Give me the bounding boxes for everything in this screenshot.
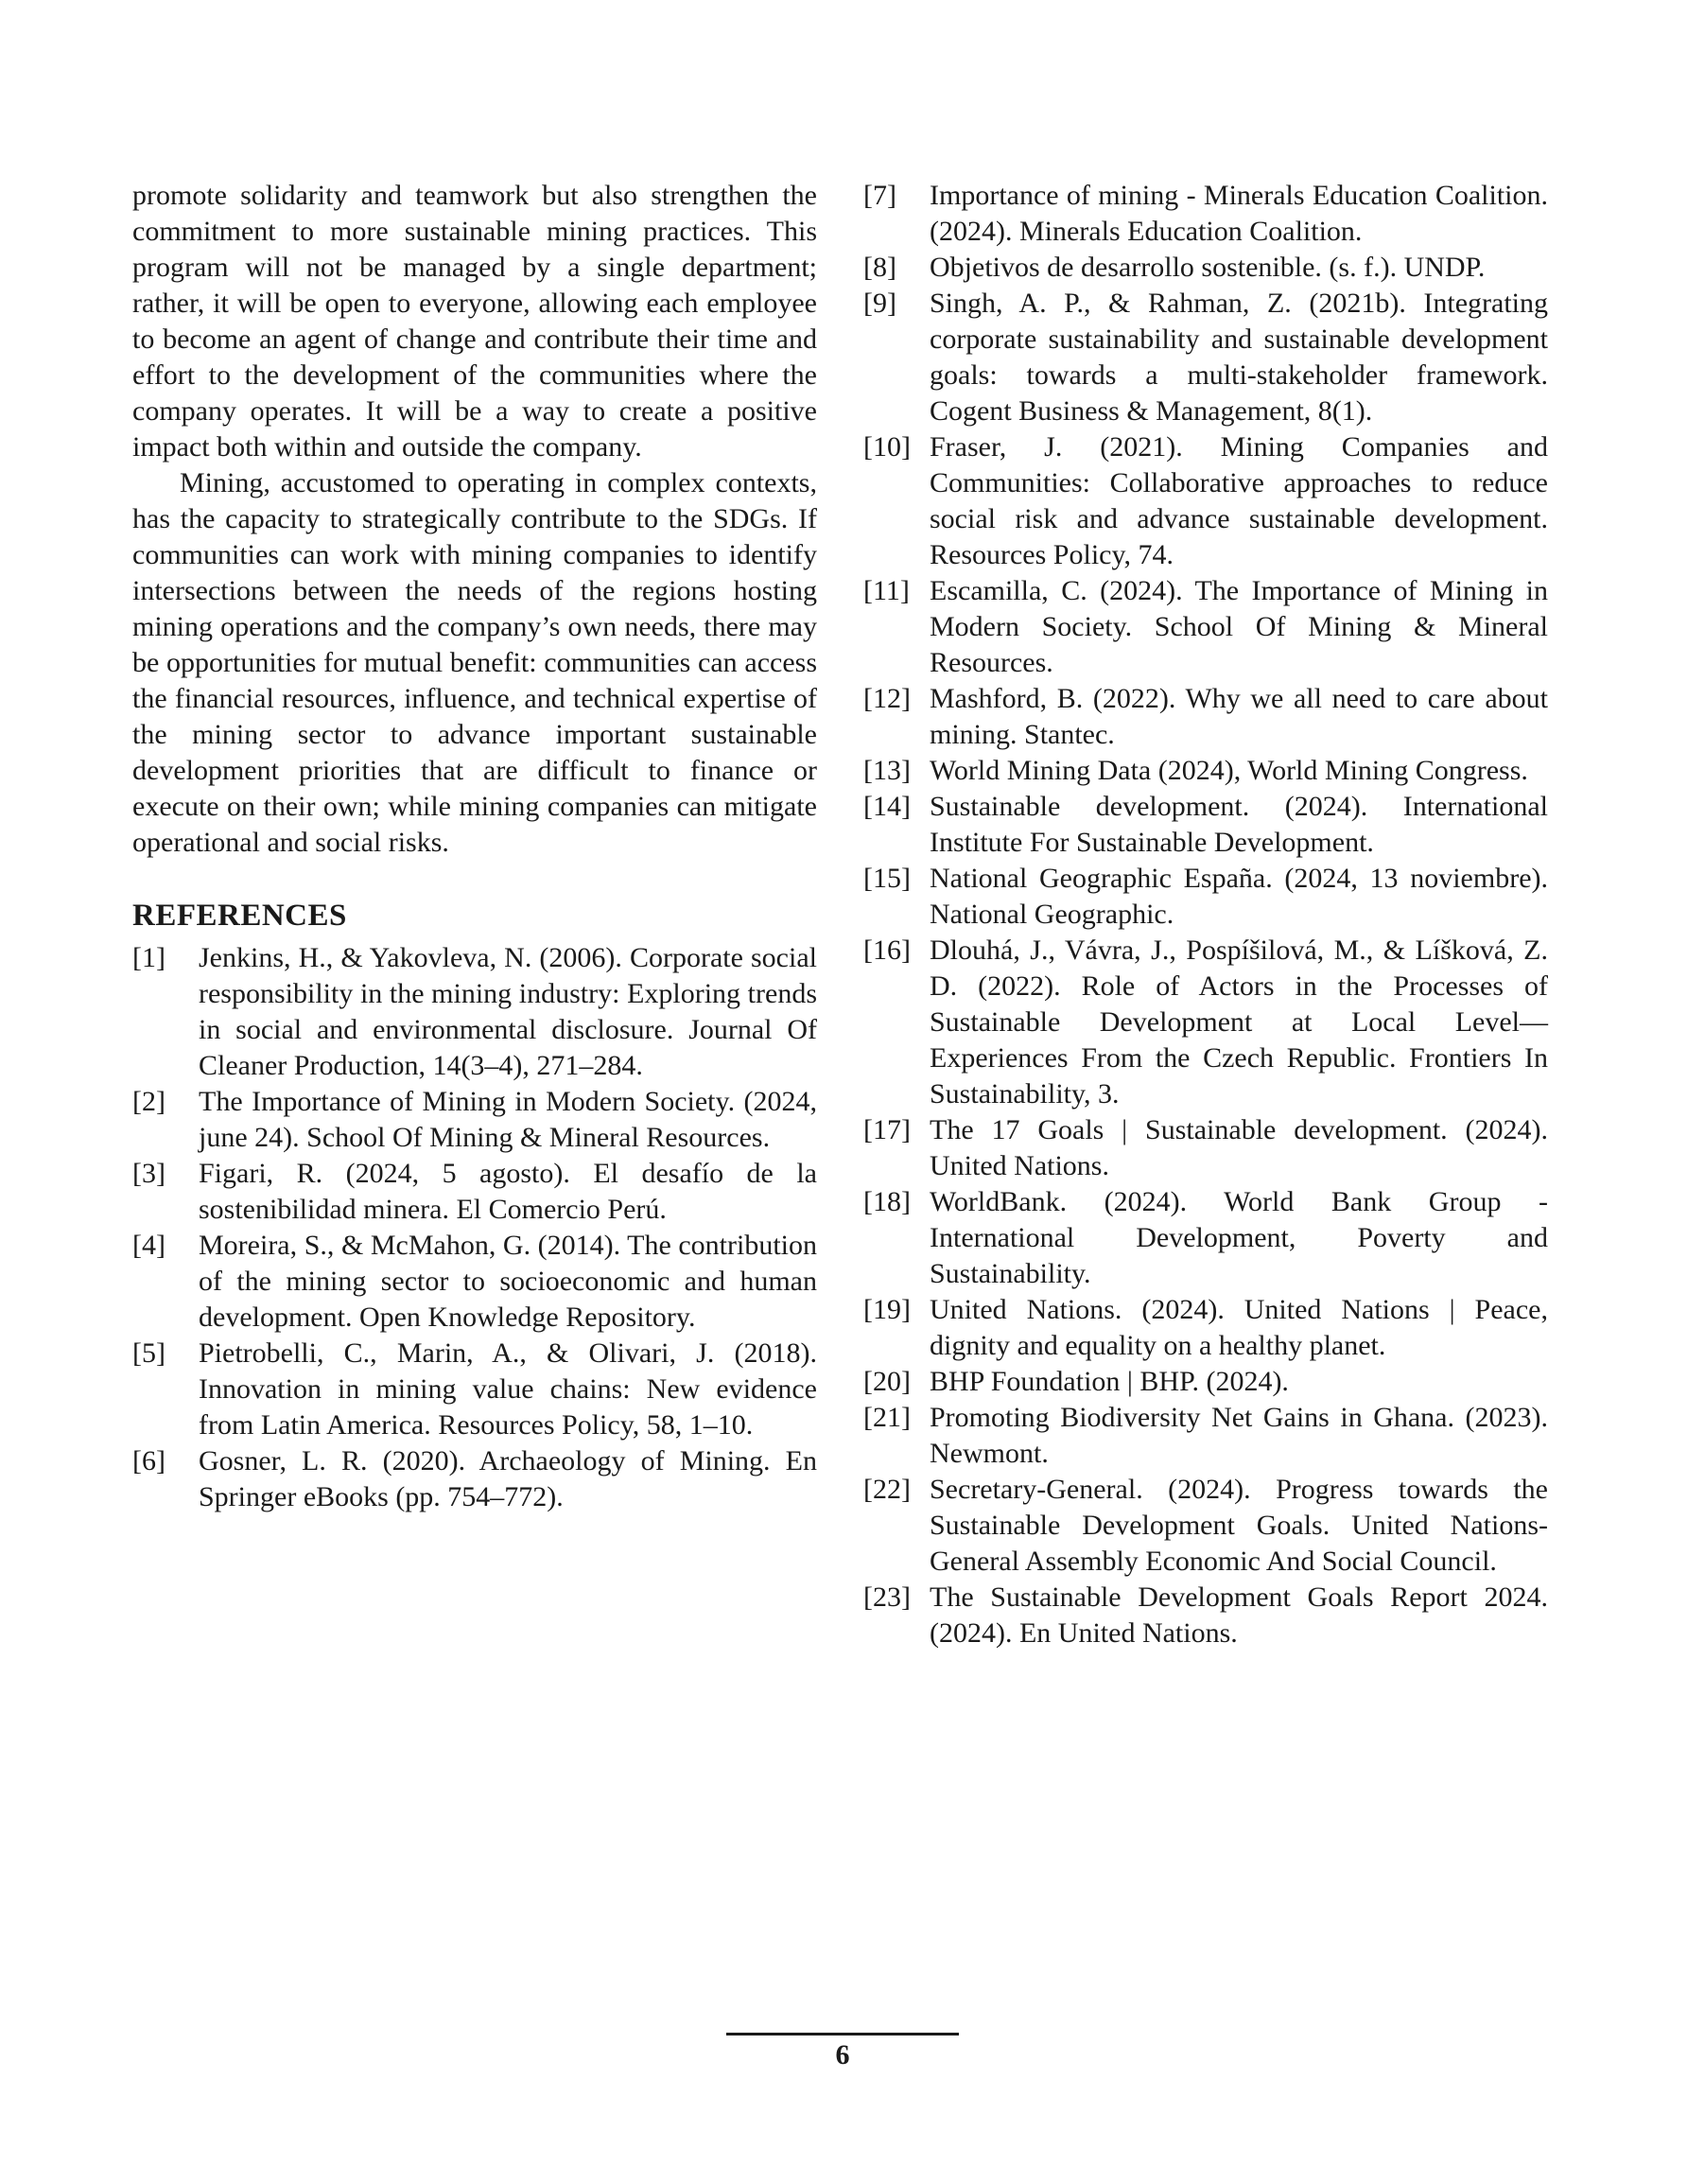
reference-number: [10] — [863, 431, 911, 463]
reference-number: [19] — [863, 1294, 911, 1325]
reference-text: Pietrobelli, C., Marin, A., & Olivari, J. (2018). Innovation in mining value chains: New evidence from Latin America. Resources Policy, 58, 1–10. — [199, 1337, 817, 1441]
reference-number: [15] — [863, 863, 911, 894]
reference-text: Dlouhá, J., Vávra, J., Pospíšilová, M., & Líšková, Z. D. (2022). Role of Actors in the Processes of Sustainable Development at Local Level—Experiences From the Czech Republic. Frontiers In Sustainability, 3. — [930, 935, 1548, 1109]
body-paragraph: promote solidarity and teamwork but also strengthen the commitment to more sustainable mining practices. This program will not be managed by a single department; rather, it will be open to everyone, allowing each employee to become an agent of change and contribute their time and effort to the development of the communities where the company operates. It will be a way to create a positive impact both within and outside the company. — [132, 180, 817, 463]
reference-number: [21] — [863, 1402, 911, 1433]
reference-item — [863, 178, 1548, 250]
reference-number: [1] — [132, 942, 165, 973]
reference-item — [132, 1228, 817, 1336]
reference-text: Fraser, J. (2021). Mining Companies and Communities: Collaborative approaches to reduce social risk and advance sustainable development. Resources Policy, 74. — [930, 431, 1548, 570]
reference-item — [863, 1580, 1548, 1651]
reference-number: [3] — [132, 1158, 165, 1189]
reference-text: Importance of mining - Minerals Education Coalition. (2024). Minerals Education Coalition. — [930, 180, 1548, 247]
reference-text: Mashford, B. (2022). Why we all need to care about mining. Stantec. — [930, 683, 1548, 750]
reference-item — [863, 753, 1548, 789]
reference-text: BHP Foundation | BHP. (2024). — [930, 1366, 1289, 1397]
reference-item — [132, 940, 817, 1084]
reference-number: [17] — [863, 1114, 911, 1145]
reference-item — [863, 1184, 1548, 1292]
reference-number: [6] — [132, 1445, 165, 1476]
reference-item — [863, 933, 1548, 1112]
reference-number: [11] — [863, 575, 910, 606]
reference-number: [23] — [863, 1581, 911, 1613]
reference-text: National Geographic España. (2024, 13 noviembre). National Geographic. — [930, 863, 1548, 930]
page-number: 6 — [835, 2039, 850, 2070]
reference-text: United Nations. (2024). United Nations | Peace, dignity and equality on a healthy planet. — [930, 1294, 1548, 1361]
reference-text: Gosner, L. R. (2020). Archaeology of Mining. En Springer eBooks (pp. 754–772). — [199, 1445, 817, 1512]
reference-item — [863, 286, 1548, 429]
reference-item — [863, 1400, 1548, 1472]
reference-item — [863, 1112, 1548, 1184]
reference-number: [12] — [863, 683, 911, 714]
body-paragraph: Mining, accustomed to operating in complex contexts, has the capacity to strategically contribute to the SDGs. If communities can work with mining companies to identify intersections between the needs of the regions hosting mining operations and the company’s own needs, there may be opportunities for mutual benefit: communities can access the financial resources, influence, and technical expertise of the mining sector to advance important sustainable development priorities that are difficult to finance or execute on their own; while mining companies can mitigate operational and social risks. — [132, 467, 817, 858]
reference-text: WorldBank. (2024). World Bank Group - International Development, Poverty and Sustainability. — [930, 1186, 1548, 1289]
reference-item — [863, 250, 1548, 286]
reference-text: The Sustainable Development Goals Report 2024. (2024). En United Nations. — [930, 1581, 1548, 1649]
footer-rule — [726, 2033, 959, 2035]
reference-item — [863, 681, 1548, 753]
reference-text: Figari, R. (2024, 5 agosto). El desafío de la sostenibilidad minera. El Comercio Perú. — [199, 1158, 817, 1225]
reference-text: Secretary-General. (2024). Progress towards the Sustainable Development Goals. United Nations-General Assembly Economic And Social Council. — [930, 1474, 1548, 1577]
reference-text: Escamilla, C. (2024). The Importance of Mining in Modern Society. School Of Mining & Mineral Resources. — [930, 575, 1548, 678]
reference-item — [863, 429, 1548, 573]
reference-item — [132, 1336, 817, 1443]
reference-item — [863, 1364, 1548, 1400]
reference-list-left — [132, 940, 817, 1515]
reference-text: Singh, A. P., & Rahman, Z. (2021b). Integrating corporate sustainability and sustainable development goals: towards a multi-stakeholder framework. Cogent Business & Management, 8(1). — [930, 288, 1548, 427]
reference-item — [863, 573, 1548, 681]
reference-number: [9] — [863, 288, 896, 319]
reference-number: [18] — [863, 1186, 911, 1217]
reference-text: Jenkins, H., & Yakovleva, N. (2006). Corporate social responsibility in the mining industry: Exploring trends in social and environmental disclosure. Journal Of Cleaner Production, 14(3–4), 271–284. — [199, 942, 817, 1081]
reference-number: [22] — [863, 1474, 911, 1505]
reference-item — [132, 1443, 817, 1515]
reference-number: [13] — [863, 755, 911, 786]
reference-number: [5] — [132, 1337, 165, 1369]
reference-list-right — [863, 178, 1548, 1651]
reference-item — [863, 1292, 1548, 1364]
reference-text: Objetivos de desarrollo sostenible. (s. f.). UNDP. — [930, 252, 1486, 283]
reference-number: [7] — [863, 180, 896, 211]
reference-text: World Mining Data (2024), World Mining Congress. — [930, 755, 1528, 786]
reference-number: [14] — [863, 791, 911, 822]
reference-text: The Importance of Mining in Modern Society. (2024, june 24). School Of Mining & Mineral Resources. — [199, 1086, 817, 1153]
reference-number: [2] — [132, 1086, 165, 1117]
references-heading: REFERENCES — [132, 899, 347, 933]
reference-text: Sustainable development. (2024). International Institute For Sustainable Development. — [930, 791, 1548, 858]
reference-number: [8] — [863, 252, 896, 283]
reference-item — [132, 1084, 817, 1156]
reference-text: Moreira, S., & McMahon, G. (2014). The contribution of the mining sector to socioeconomic and human development. Open Knowledge Repository. — [199, 1230, 817, 1333]
reference-item — [863, 1472, 1548, 1580]
reference-number: [16] — [863, 935, 911, 966]
reference-text: The 17 Goals | Sustainable development. (2024). United Nations. — [930, 1114, 1548, 1181]
reference-number: [20] — [863, 1366, 911, 1397]
reference-item — [863, 861, 1548, 933]
reference-text: Promoting Biodiversity Net Gains in Ghana. (2023). Newmont. — [930, 1402, 1548, 1469]
right-column — [863, 178, 1548, 1651]
reference-item — [863, 789, 1548, 861]
reference-item — [132, 1156, 817, 1228]
reference-number: [4] — [132, 1230, 165, 1261]
left-column — [132, 178, 817, 1515]
